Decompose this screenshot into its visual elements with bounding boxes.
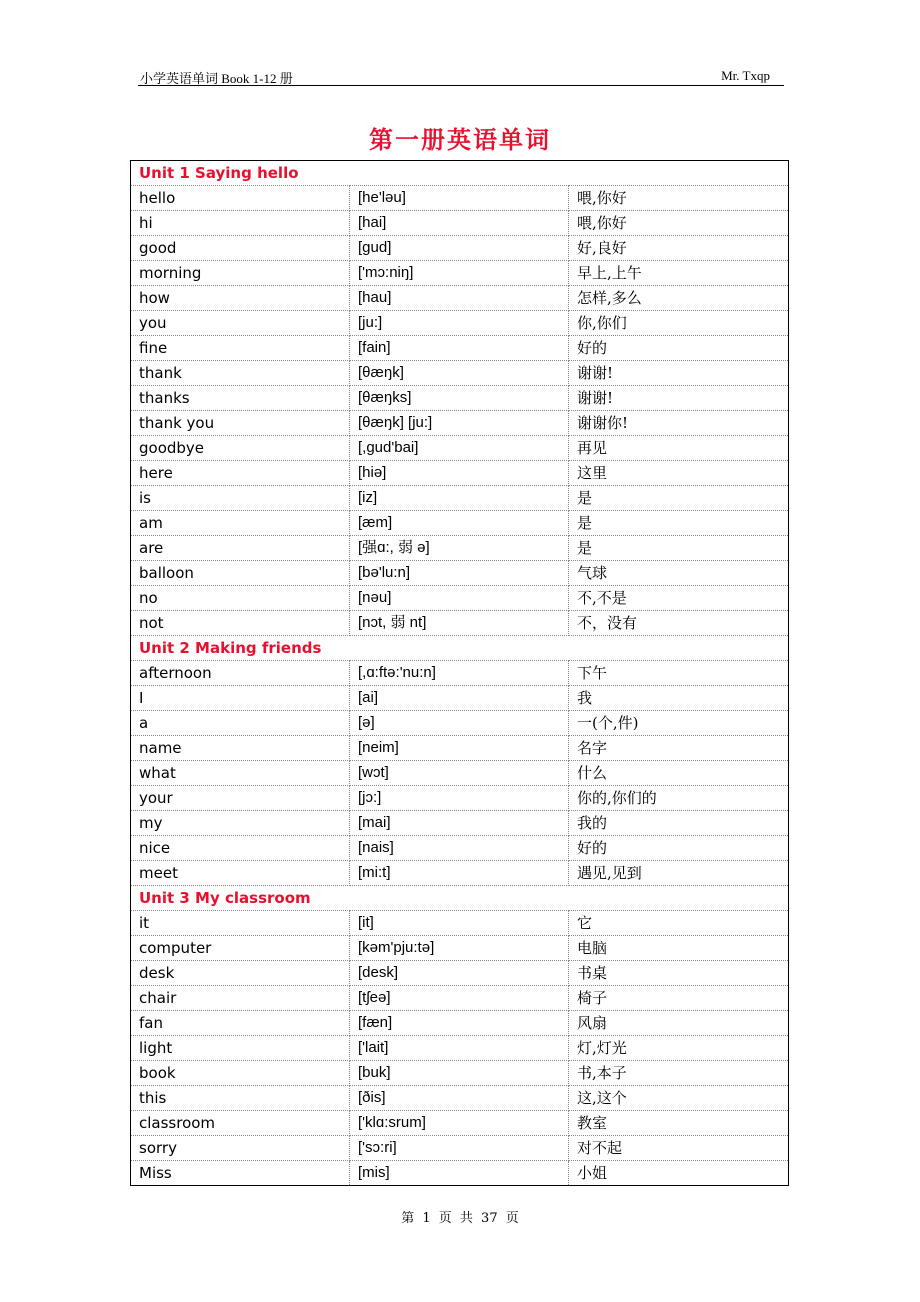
word-cell: chair xyxy=(131,986,350,1011)
word-cell: what xyxy=(131,761,350,786)
phonetic-cell: [nɔt, 弱 nt] xyxy=(350,611,569,636)
table-row xyxy=(131,1036,789,1061)
meaning-cell: 我的 xyxy=(569,811,789,836)
word-cell: thank you xyxy=(131,411,350,436)
meaning-cell: 教室 xyxy=(569,1111,789,1136)
table-row xyxy=(131,986,789,1011)
phonetic-cell: [ɡud] xyxy=(350,236,569,261)
meaning-cell: 这里 xyxy=(569,461,789,486)
phonetic-cell: [nəu] xyxy=(350,586,569,611)
phonetic-cell: [kəm'pju:tə] xyxy=(350,936,569,961)
table-row xyxy=(131,861,789,886)
phonetic-cell: [ə] xyxy=(350,711,569,736)
phonetic-cell: [mai] xyxy=(350,811,569,836)
meaning-cell: 喂,你好 xyxy=(569,186,789,211)
word-cell: nice xyxy=(131,836,350,861)
word-cell: computer xyxy=(131,936,350,961)
meaning-cell: 电脑 xyxy=(569,936,789,961)
meaning-cell: 对不起 xyxy=(569,1136,789,1161)
word-cell: your xyxy=(131,786,350,811)
table-row xyxy=(131,1111,789,1136)
phonetic-cell: [θæŋk] [ju:] xyxy=(350,411,569,436)
phonetic-cell: [hiə] xyxy=(350,461,569,486)
phonetic-cell: [buk] xyxy=(350,1061,569,1086)
table-row xyxy=(131,311,789,336)
word-cell: hi xyxy=(131,211,350,236)
phonetic-cell: [θæŋk] xyxy=(350,361,569,386)
unit-heading-row xyxy=(131,886,789,911)
meaning-cell: 你的,你们的 xyxy=(569,786,789,811)
word-cell: this xyxy=(131,1086,350,1111)
word-cell: you xyxy=(131,311,350,336)
meaning-cell: 好的 xyxy=(569,836,789,861)
meaning-cell: 小姐 xyxy=(569,1161,789,1186)
meaning-cell: 不,不是 xyxy=(569,586,789,611)
phonetic-cell: [hai] xyxy=(350,211,569,236)
table-row xyxy=(131,1136,789,1161)
word-cell: book xyxy=(131,1061,350,1086)
word-cell: afternoon xyxy=(131,661,350,686)
word-cell: it xyxy=(131,911,350,936)
unit-heading: Unit 3 My classroom xyxy=(131,886,789,911)
page-title: 第一册英语单词 xyxy=(369,125,551,154)
phonetic-cell: [æm] xyxy=(350,511,569,536)
header-rule xyxy=(138,85,784,86)
table-row xyxy=(131,411,789,436)
unit-heading: Unit 2 Making friends xyxy=(131,636,789,661)
meaning-cell: 谢谢! xyxy=(569,386,789,411)
table-row xyxy=(131,736,789,761)
table-row xyxy=(131,211,789,236)
word-cell: desk xyxy=(131,961,350,986)
word-cell: balloon xyxy=(131,561,350,586)
table-row xyxy=(131,561,789,586)
table-row xyxy=(131,1086,789,1111)
meaning-cell: 谢谢你! xyxy=(569,411,789,436)
table-row xyxy=(131,611,789,636)
meaning-cell: 书桌 xyxy=(569,961,789,986)
meaning-cell: 下午 xyxy=(569,661,789,686)
word-cell: how xyxy=(131,286,350,311)
table-row xyxy=(131,186,789,211)
meaning-cell: 我 xyxy=(569,686,789,711)
phonetic-cell: [fain] xyxy=(350,336,569,361)
table-row xyxy=(131,536,789,561)
meaning-cell: 名字 xyxy=(569,736,789,761)
meaning-cell: 是 xyxy=(569,536,789,561)
meaning-cell: 书,本子 xyxy=(569,1061,789,1086)
table-row xyxy=(131,1011,789,1036)
meaning-cell: 早上,上午 xyxy=(569,261,789,286)
phonetic-cell: [nais] xyxy=(350,836,569,861)
table-row xyxy=(131,1061,789,1086)
word-cell: hello xyxy=(131,186,350,211)
meaning-cell: 气球 xyxy=(569,561,789,586)
word-cell: a xyxy=(131,711,350,736)
phonetic-cell: [jɔ:] xyxy=(350,786,569,811)
meaning-cell: 它 xyxy=(569,911,789,936)
meaning-cell: 一(个,件) xyxy=(569,711,789,736)
word-cell: I xyxy=(131,686,350,711)
meaning-cell: 这,这个 xyxy=(569,1086,789,1111)
table-row xyxy=(131,361,789,386)
table-row xyxy=(131,1161,789,1186)
word-cell: fan xyxy=(131,1011,350,1036)
header-right: Mr. Txqp xyxy=(721,68,770,83)
table-row xyxy=(131,786,789,811)
word-cell: am xyxy=(131,511,350,536)
meaning-cell: 怎样,多么 xyxy=(569,286,789,311)
phonetic-cell: ['klɑ:srum] xyxy=(350,1111,569,1136)
unit-heading: Unit 1 Saying hello xyxy=(131,161,789,186)
meaning-cell: 不，没有 xyxy=(569,611,789,636)
phonetic-cell: [neim] xyxy=(350,736,569,761)
table-row xyxy=(131,236,789,261)
word-cell: thanks xyxy=(131,386,350,411)
table-row xyxy=(131,686,789,711)
meaning-cell: 再见 xyxy=(569,436,789,461)
table-row xyxy=(131,336,789,361)
table-row xyxy=(131,911,789,936)
table-row xyxy=(131,286,789,311)
word-cell: goodbye xyxy=(131,436,350,461)
phonetic-cell: [ðis] xyxy=(350,1086,569,1111)
table-row xyxy=(131,261,789,286)
word-cell: name xyxy=(131,736,350,761)
phonetic-cell: [hau] xyxy=(350,286,569,311)
word-cell: here xyxy=(131,461,350,486)
phonetic-cell: [mis] xyxy=(350,1161,569,1186)
phonetic-cell: [tʃeə] xyxy=(350,986,569,1011)
page-footer: 第 1 页 共 37 页 xyxy=(401,1211,519,1226)
phonetic-cell: [fæn] xyxy=(350,1011,569,1036)
phonetic-cell: ['mɔ:niŋ] xyxy=(350,261,569,286)
meaning-cell: 喂,你好 xyxy=(569,211,789,236)
table-row xyxy=(131,461,789,486)
phonetic-cell: [mi:t] xyxy=(350,861,569,886)
meaning-cell: 谢谢! xyxy=(569,361,789,386)
table-row xyxy=(131,386,789,411)
header-left: 小学英语单词 Book 1-12 册 xyxy=(140,71,293,86)
word-cell: not xyxy=(131,611,350,636)
phonetic-cell: [,ɑ:ftə:'nu:n] xyxy=(350,661,569,686)
word-cell: is xyxy=(131,486,350,511)
table-row xyxy=(131,836,789,861)
table-row xyxy=(131,711,789,736)
word-cell: are xyxy=(131,536,350,561)
phonetic-cell: [he'ləu] xyxy=(350,186,569,211)
meaning-cell: 灯,灯光 xyxy=(569,1036,789,1061)
word-cell: sorry xyxy=(131,1136,350,1161)
word-cell: fine xyxy=(131,336,350,361)
meaning-cell: 你,你们 xyxy=(569,311,789,336)
phonetic-cell: [it] xyxy=(350,911,569,936)
word-cell: classroom xyxy=(131,1111,350,1136)
meaning-cell: 是 xyxy=(569,486,789,511)
phonetic-cell: ['sɔ:ri] xyxy=(350,1136,569,1161)
meaning-cell: 好,良好 xyxy=(569,236,789,261)
phonetic-cell: [强ɑ:, 弱 ə] xyxy=(350,536,569,561)
word-cell: good xyxy=(131,236,350,261)
phonetic-cell: [desk] xyxy=(350,961,569,986)
meaning-cell: 椅子 xyxy=(569,986,789,1011)
table-row xyxy=(131,486,789,511)
word-cell: meet xyxy=(131,861,350,886)
word-cell: morning xyxy=(131,261,350,286)
meaning-cell: 风扇 xyxy=(569,1011,789,1036)
phonetic-cell: ['lait] xyxy=(350,1036,569,1061)
phonetic-cell: [ai] xyxy=(350,686,569,711)
phonetic-cell: [bə'lu:n] xyxy=(350,561,569,586)
phonetic-cell: [iz] xyxy=(350,486,569,511)
table-row xyxy=(131,511,789,536)
table-row xyxy=(131,661,789,686)
table-row xyxy=(131,936,789,961)
phonetic-cell: [wɔt] xyxy=(350,761,569,786)
word-cell: no xyxy=(131,586,350,611)
word-cell: my xyxy=(131,811,350,836)
unit-heading-row xyxy=(131,161,789,186)
unit-heading-row xyxy=(131,636,789,661)
table-row xyxy=(131,436,789,461)
meaning-cell: 什么 xyxy=(569,761,789,786)
word-cell: thank xyxy=(131,361,350,386)
phonetic-cell: [,ɡud'bai] xyxy=(350,436,569,461)
vocabulary-table xyxy=(130,160,789,1186)
meaning-cell: 好的 xyxy=(569,336,789,361)
phonetic-cell: [ju:] xyxy=(350,311,569,336)
phonetic-cell: [θæŋks] xyxy=(350,386,569,411)
table-row xyxy=(131,811,789,836)
table-row xyxy=(131,961,789,986)
table-row xyxy=(131,586,789,611)
word-cell: Miss xyxy=(131,1161,350,1186)
table-row xyxy=(131,761,789,786)
meaning-cell: 是 xyxy=(569,511,789,536)
word-cell: light xyxy=(131,1036,350,1061)
meaning-cell: 遇见,见到 xyxy=(569,861,789,886)
